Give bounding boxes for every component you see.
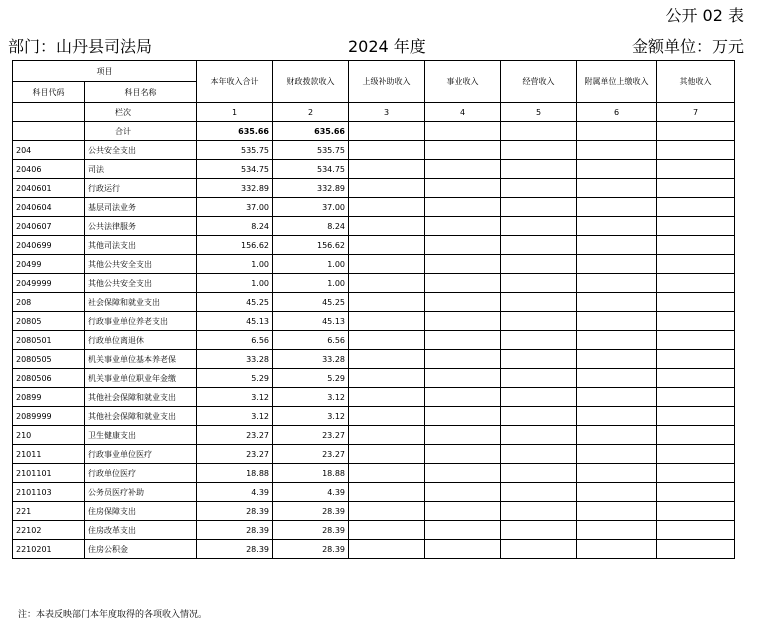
empty-cell bbox=[657, 236, 735, 255]
subject-code: 20805 bbox=[13, 312, 85, 331]
empty-cell bbox=[349, 426, 425, 445]
empty-cell bbox=[425, 255, 501, 274]
empty-cell bbox=[425, 331, 501, 350]
empty-cell bbox=[501, 350, 577, 369]
table-row bbox=[13, 426, 735, 445]
empty-cell bbox=[657, 540, 735, 559]
subject-code: 2080506 bbox=[13, 369, 85, 388]
empty-cell bbox=[501, 217, 577, 236]
subject-code: 2040607 bbox=[13, 217, 85, 236]
empty-cell bbox=[349, 255, 425, 274]
total-income: 45.13 bbox=[197, 312, 273, 331]
empty-cell bbox=[425, 407, 501, 426]
total-value bbox=[501, 122, 577, 141]
empty-cell bbox=[657, 198, 735, 217]
fiscal-income: 332.89 bbox=[273, 179, 349, 198]
empty-cell bbox=[577, 331, 657, 350]
subject-name: 住房改革支出 bbox=[85, 521, 197, 540]
empty-cell bbox=[657, 179, 735, 198]
rank-row bbox=[13, 103, 735, 122]
empty-cell bbox=[577, 236, 657, 255]
subject-code: 2089999 bbox=[13, 407, 85, 426]
total-income: 156.62 bbox=[197, 236, 273, 255]
table-row bbox=[13, 274, 735, 293]
total-row bbox=[13, 122, 735, 141]
empty-cell bbox=[657, 141, 735, 160]
empty-cell bbox=[577, 388, 657, 407]
col-header-business: 事业收入 bbox=[425, 61, 501, 103]
table-row bbox=[13, 217, 735, 236]
empty-cell bbox=[425, 369, 501, 388]
fiscal-income: 23.27 bbox=[273, 445, 349, 464]
empty-cell bbox=[349, 521, 425, 540]
total-income: 3.12 bbox=[197, 388, 273, 407]
subject-name: 行政事业单位医疗 bbox=[85, 445, 197, 464]
total-income: 4.39 bbox=[197, 483, 273, 502]
empty-cell bbox=[501, 540, 577, 559]
total-income: 3.12 bbox=[197, 407, 273, 426]
empty-cell bbox=[349, 483, 425, 502]
fiscal-income: 28.39 bbox=[273, 502, 349, 521]
empty-cell bbox=[577, 426, 657, 445]
empty-cell bbox=[425, 312, 501, 331]
empty-cell bbox=[577, 198, 657, 217]
table-row bbox=[13, 331, 735, 350]
empty-cell bbox=[501, 312, 577, 331]
empty-cell bbox=[577, 350, 657, 369]
total-income: 332.89 bbox=[197, 179, 273, 198]
fiscal-income: 45.13 bbox=[273, 312, 349, 331]
empty-cell bbox=[657, 521, 735, 540]
empty-cell bbox=[349, 179, 425, 198]
empty-cell bbox=[577, 293, 657, 312]
subject-name: 行政运行 bbox=[85, 179, 197, 198]
table-row bbox=[13, 350, 735, 369]
empty-cell bbox=[425, 502, 501, 521]
empty-cell bbox=[657, 464, 735, 483]
name-header: 科目名称 bbox=[85, 82, 197, 103]
empty-cell bbox=[349, 540, 425, 559]
rank-number: 2 bbox=[273, 103, 349, 122]
empty-cell bbox=[657, 445, 735, 464]
empty-cell bbox=[577, 540, 657, 559]
col-header-operation: 经营收入 bbox=[501, 61, 577, 103]
rank-label: 栏次 bbox=[85, 103, 197, 122]
total-income: 23.27 bbox=[197, 445, 273, 464]
col-header-other: 其他收入 bbox=[657, 61, 735, 103]
empty-cell bbox=[425, 160, 501, 179]
fiscal-year-label: 2024 年度 bbox=[348, 37, 426, 56]
col-header-total: 本年收入合计 bbox=[197, 61, 273, 103]
subject-code: 20899 bbox=[13, 388, 85, 407]
header-row-item bbox=[13, 61, 735, 82]
empty-cell bbox=[425, 540, 501, 559]
fiscal-income: 3.12 bbox=[273, 388, 349, 407]
total-income: 28.39 bbox=[197, 502, 273, 521]
total-income: 28.39 bbox=[197, 540, 273, 559]
subject-code: 2101101 bbox=[13, 464, 85, 483]
empty-cell bbox=[657, 369, 735, 388]
total-value: 635.66 bbox=[273, 122, 349, 141]
empty-cell bbox=[349, 350, 425, 369]
table-row bbox=[13, 160, 735, 179]
empty-cell bbox=[425, 198, 501, 217]
empty-cell bbox=[501, 445, 577, 464]
rank-number: 3 bbox=[349, 103, 425, 122]
rank-number: 5 bbox=[501, 103, 577, 122]
empty-cell bbox=[425, 141, 501, 160]
empty-cell bbox=[657, 312, 735, 331]
fiscal-income: 23.27 bbox=[273, 426, 349, 445]
subject-code: 20499 bbox=[13, 255, 85, 274]
fiscal-income: 8.24 bbox=[273, 217, 349, 236]
col-header-affiliated: 附属单位上缴收入 bbox=[577, 61, 657, 103]
empty-cell bbox=[577, 179, 657, 198]
fiscal-income: 37.00 bbox=[273, 198, 349, 217]
empty-cell bbox=[349, 160, 425, 179]
empty-cell bbox=[425, 464, 501, 483]
empty-cell bbox=[657, 350, 735, 369]
subject-name: 其他社会保障和就业支出 bbox=[85, 388, 197, 407]
empty-cell bbox=[577, 141, 657, 160]
subject-name: 行政单位医疗 bbox=[85, 464, 197, 483]
table-row bbox=[13, 407, 735, 426]
subject-name: 机关事业单位基本养老保 bbox=[85, 350, 197, 369]
empty-cell bbox=[657, 388, 735, 407]
fiscal-income: 28.39 bbox=[273, 521, 349, 540]
empty-cell bbox=[349, 388, 425, 407]
subject-code: 221 bbox=[13, 502, 85, 521]
empty-cell bbox=[577, 407, 657, 426]
subject-code: 210 bbox=[13, 426, 85, 445]
fiscal-income: 45.25 bbox=[273, 293, 349, 312]
rank-number: 6 bbox=[577, 103, 657, 122]
table-row bbox=[13, 141, 735, 160]
total-income: 5.29 bbox=[197, 369, 273, 388]
subject-name: 住房保障支出 bbox=[85, 502, 197, 521]
code-header: 科目代码 bbox=[13, 82, 85, 103]
subject-code: 2210201 bbox=[13, 540, 85, 559]
empty-cell bbox=[577, 521, 657, 540]
subject-name: 其他社会保障和就业支出 bbox=[85, 407, 197, 426]
empty-cell bbox=[501, 502, 577, 521]
empty-cell bbox=[501, 388, 577, 407]
empty-cell bbox=[501, 407, 577, 426]
subject-code: 2040699 bbox=[13, 236, 85, 255]
fiscal-income: 535.75 bbox=[273, 141, 349, 160]
subject-name: 公共安全支出 bbox=[85, 141, 197, 160]
table-row bbox=[13, 483, 735, 502]
total-income: 535.75 bbox=[197, 141, 273, 160]
empty-cell bbox=[577, 502, 657, 521]
fiscal-income: 534.75 bbox=[273, 160, 349, 179]
table-row bbox=[13, 445, 735, 464]
fiscal-income: 4.39 bbox=[273, 483, 349, 502]
empty-cell bbox=[425, 274, 501, 293]
col-header-superior: 上级补助收入 bbox=[349, 61, 425, 103]
fiscal-income: 18.88 bbox=[273, 464, 349, 483]
table-body bbox=[13, 141, 735, 559]
total-income: 45.25 bbox=[197, 293, 273, 312]
total-income: 1.00 bbox=[197, 274, 273, 293]
table-row bbox=[13, 388, 735, 407]
total-value: 635.66 bbox=[197, 122, 273, 141]
subject-name: 其他公共安全支出 bbox=[85, 255, 197, 274]
empty-cell bbox=[349, 141, 425, 160]
total-income: 18.88 bbox=[197, 464, 273, 483]
fiscal-income: 1.00 bbox=[273, 255, 349, 274]
empty-cell bbox=[657, 217, 735, 236]
empty-cell bbox=[657, 274, 735, 293]
subject-name: 其他公共安全支出 bbox=[85, 274, 197, 293]
table-row bbox=[13, 540, 735, 559]
rank-number: 7 bbox=[657, 103, 735, 122]
empty-cell bbox=[577, 255, 657, 274]
subject-name: 机关事业单位职业年金缴 bbox=[85, 369, 197, 388]
subject-name: 司法 bbox=[85, 160, 197, 179]
table-row bbox=[13, 293, 735, 312]
empty-cell bbox=[349, 407, 425, 426]
empty-cell bbox=[349, 369, 425, 388]
empty-cell bbox=[349, 502, 425, 521]
total-income: 28.39 bbox=[197, 521, 273, 540]
empty-cell bbox=[657, 255, 735, 274]
department-label: 部门：山丹县司法局 bbox=[8, 37, 153, 56]
empty-cell bbox=[657, 502, 735, 521]
empty-cell bbox=[657, 426, 735, 445]
subject-name: 住房公积金 bbox=[85, 540, 197, 559]
total-income: 37.00 bbox=[197, 198, 273, 217]
empty-cell bbox=[657, 331, 735, 350]
subject-code: 204 bbox=[13, 141, 85, 160]
report-header bbox=[8, 36, 744, 58]
fiscal-income: 1.00 bbox=[273, 274, 349, 293]
table-row bbox=[13, 464, 735, 483]
empty-cell bbox=[349, 217, 425, 236]
table-row bbox=[13, 236, 735, 255]
subject-name: 社会保障和就业支出 bbox=[85, 293, 197, 312]
empty-cell bbox=[349, 198, 425, 217]
empty-cell bbox=[657, 483, 735, 502]
empty-cell bbox=[425, 388, 501, 407]
empty-cell bbox=[425, 483, 501, 502]
empty-cell bbox=[501, 426, 577, 445]
empty-cell bbox=[501, 464, 577, 483]
empty-cell bbox=[657, 407, 735, 426]
subject-code: 2080505 bbox=[13, 350, 85, 369]
fiscal-income: 33.28 bbox=[273, 350, 349, 369]
empty-cell bbox=[501, 160, 577, 179]
total-income: 23.27 bbox=[197, 426, 273, 445]
empty-cell bbox=[349, 464, 425, 483]
empty-cell bbox=[501, 483, 577, 502]
total-income: 8.24 bbox=[197, 217, 273, 236]
subject-code: 2049999 bbox=[13, 274, 85, 293]
empty-cell bbox=[577, 312, 657, 331]
empty-cell bbox=[349, 312, 425, 331]
subject-code: 2040601 bbox=[13, 179, 85, 198]
empty-cell bbox=[349, 236, 425, 255]
item-header: 项目 bbox=[13, 61, 197, 82]
total-income: 33.28 bbox=[197, 350, 273, 369]
empty-cell bbox=[349, 293, 425, 312]
subject-code: 22102 bbox=[13, 521, 85, 540]
empty-cell bbox=[349, 274, 425, 293]
empty-cell bbox=[425, 179, 501, 198]
empty-cell bbox=[577, 217, 657, 236]
fiscal-income: 6.56 bbox=[273, 331, 349, 350]
subject-name: 基层司法业务 bbox=[85, 198, 197, 217]
table-note: 注：本表反映部门本年度取得的各项收入情况。 bbox=[18, 610, 208, 620]
empty-cell bbox=[501, 331, 577, 350]
subject-name: 行政单位离退休 bbox=[85, 331, 197, 350]
table-row bbox=[13, 502, 735, 521]
table-row bbox=[13, 198, 735, 217]
empty-cell bbox=[425, 293, 501, 312]
empty-cell bbox=[501, 141, 577, 160]
fiscal-income: 3.12 bbox=[273, 407, 349, 426]
empty-cell bbox=[577, 274, 657, 293]
empty-cell bbox=[501, 521, 577, 540]
empty-cell bbox=[657, 160, 735, 179]
rank-number: 4 bbox=[425, 103, 501, 122]
empty-cell bbox=[577, 464, 657, 483]
empty-cell bbox=[501, 293, 577, 312]
empty-cell bbox=[425, 521, 501, 540]
table-row bbox=[13, 369, 735, 388]
subject-name: 卫生健康支出 bbox=[85, 426, 197, 445]
fiscal-income: 156.62 bbox=[273, 236, 349, 255]
subject-name: 公共法律服务 bbox=[85, 217, 197, 236]
empty-cell bbox=[501, 198, 577, 217]
amount-unit-label: 金额单位：万元 bbox=[631, 37, 744, 56]
fiscal-income: 5.29 bbox=[273, 369, 349, 388]
subject-name: 其他司法支出 bbox=[85, 236, 197, 255]
table-row bbox=[13, 312, 735, 331]
empty-cell bbox=[349, 445, 425, 464]
revenue-table bbox=[12, 60, 735, 559]
subject-code: 20406 bbox=[13, 160, 85, 179]
table-row bbox=[13, 521, 735, 540]
empty-cell bbox=[425, 350, 501, 369]
empty-cell bbox=[349, 331, 425, 350]
col-header-fiscal: 财政拨款收入 bbox=[273, 61, 349, 103]
subject-name: 行政事业单位养老支出 bbox=[85, 312, 197, 331]
empty-cell bbox=[577, 160, 657, 179]
empty-cell bbox=[501, 274, 577, 293]
empty-cell bbox=[657, 293, 735, 312]
subject-code: 21011 bbox=[13, 445, 85, 464]
total-income: 1.00 bbox=[197, 255, 273, 274]
empty-cell bbox=[425, 445, 501, 464]
total-income: 534.75 bbox=[197, 160, 273, 179]
empty-cell bbox=[425, 217, 501, 236]
total-value bbox=[657, 122, 735, 141]
table-row bbox=[13, 179, 735, 198]
total-value bbox=[425, 122, 501, 141]
table-number: 公开 02 表 bbox=[665, 6, 744, 25]
empty-cell bbox=[577, 369, 657, 388]
empty-cell bbox=[501, 236, 577, 255]
empty-cell bbox=[577, 483, 657, 502]
subject-code: 2040604 bbox=[13, 198, 85, 217]
empty-cell bbox=[501, 179, 577, 198]
subject-code: 2101103 bbox=[13, 483, 85, 502]
fiscal-income: 28.39 bbox=[273, 540, 349, 559]
subject-code: 208 bbox=[13, 293, 85, 312]
total-value bbox=[349, 122, 425, 141]
empty-cell bbox=[501, 369, 577, 388]
table-row bbox=[13, 255, 735, 274]
total-income: 6.56 bbox=[197, 331, 273, 350]
empty-cell bbox=[425, 426, 501, 445]
subject-name: 公务员医疗补助 bbox=[85, 483, 197, 502]
total-value bbox=[577, 122, 657, 141]
subject-code: 2080501 bbox=[13, 331, 85, 350]
total-label: 合计 bbox=[85, 122, 197, 141]
rank-number: 1 bbox=[197, 103, 273, 122]
empty-cell bbox=[501, 255, 577, 274]
empty-cell bbox=[577, 445, 657, 464]
empty-cell bbox=[425, 236, 501, 255]
